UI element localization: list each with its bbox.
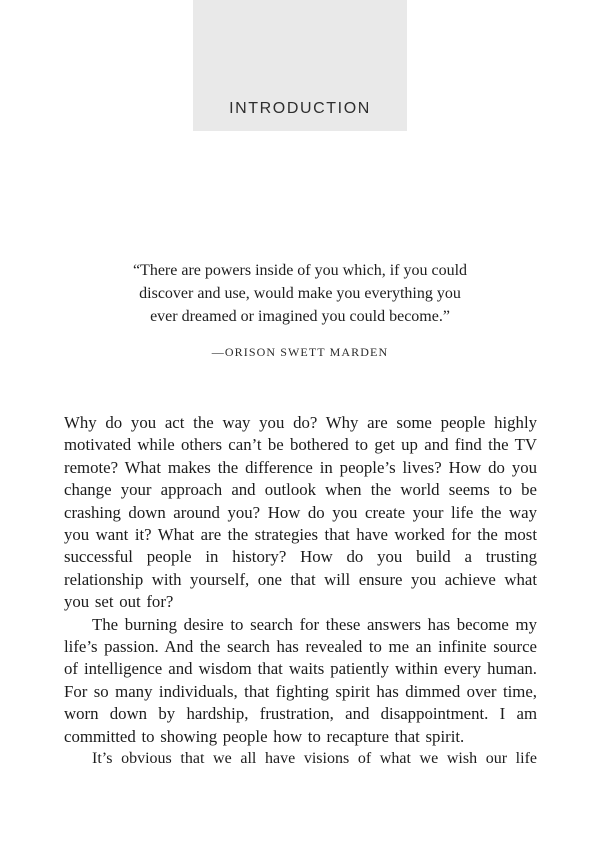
chapter-title: INTRODUCTION — [229, 100, 371, 117]
body-text — [64, 412, 537, 771]
epigraph-line-1: “There are powers inside of you which, if you could — [132, 262, 468, 279]
epigraph-line-2: discover and use, would make you everything you — [139, 285, 461, 302]
epigraph — [0, 259, 600, 360]
chapter-header-box — [193, 0, 407, 131]
epigraph-line-3: ever dreamed or imagined you could become.” — [150, 308, 450, 325]
paragraph-1: Why do you act the way you do? Why are some people highly motivated while others can’t be bothered to get up and find the TV remote? What makes the difference in people’s lives? How do you change your approach and outlook when the world seems to be crashing down around you? How do you create your life the way you want it? What are the strategies that have worked for the most successful people in history? How do you build a trusting relationship with yourself, one that will ensure you achieve what you set out for? — [64, 413, 537, 612]
paragraph-3: It’s obvious that we all have visions of what we wish our life — [92, 750, 537, 768]
paragraph-2: The burning desire to search for these answers has become my life’s passion. And the search has revealed to me an infinite source of intelligence and wisdom that waits patiently within every human. For so many individuals, that fighting spirit has dimmed over time, worn down by hardship, frustration, and disappointment. I am committed to showing people how to recapture that spirit. — [64, 614, 537, 746]
epigraph-attribution: —ORISON SWETT MARDEN — [211, 345, 389, 359]
